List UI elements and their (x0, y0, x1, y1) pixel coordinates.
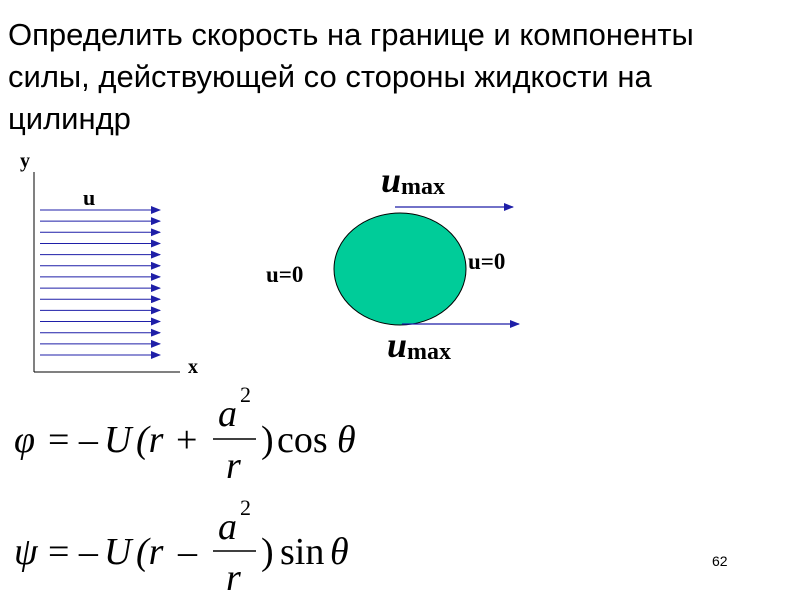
phi-close: ) (261, 419, 274, 461)
page-number: 62 (712, 553, 728, 569)
top-umax-label: umax (381, 160, 446, 200)
left-stagnation-label: u=0 (266, 262, 304, 287)
psi-power: 2 (240, 495, 251, 520)
y-axis-label: y (20, 150, 30, 172)
phi-denominator: r (226, 445, 241, 487)
velocity-potential-equation (14, 382, 356, 487)
phi-numerator: a (218, 393, 237, 435)
psi-numerator: a (218, 506, 237, 548)
cylinder (334, 213, 466, 325)
psi-U: U (104, 531, 132, 573)
phi-theta: θ (337, 419, 356, 461)
x-axis-label: x (188, 356, 198, 378)
right-stagnation-label: u=0 (468, 249, 506, 274)
slide-title: Определить скорость на границе и компоненты силы, действующей со стороны жидкости на цилиндр (8, 17, 694, 136)
phi-equals: = – (48, 419, 98, 461)
bottom-umax-label: umax (387, 325, 452, 365)
phi-power: 2 (240, 382, 251, 407)
psi-sin: sin (280, 531, 325, 573)
left-flow-diagram (20, 150, 198, 378)
phi-open: (r (136, 419, 164, 461)
cylinder-diagram (266, 160, 519, 365)
psi-denominator: r (226, 557, 241, 599)
psi-theta: θ (330, 531, 349, 573)
phi-cos: cos (277, 419, 328, 461)
stream-function-equation (14, 495, 349, 599)
phi-U: U (104, 419, 132, 461)
phi-symbol: φ (14, 419, 36, 461)
flow-velocity-label: u (83, 185, 96, 210)
psi-open: (r (136, 531, 164, 573)
psi-minus: – (178, 531, 197, 573)
psi-close: ) (261, 531, 274, 573)
psi-equals: = – (48, 531, 98, 573)
flow-arrows (40, 210, 160, 355)
phi-plus: + (176, 419, 198, 461)
psi-symbol: ψ (14, 531, 38, 573)
